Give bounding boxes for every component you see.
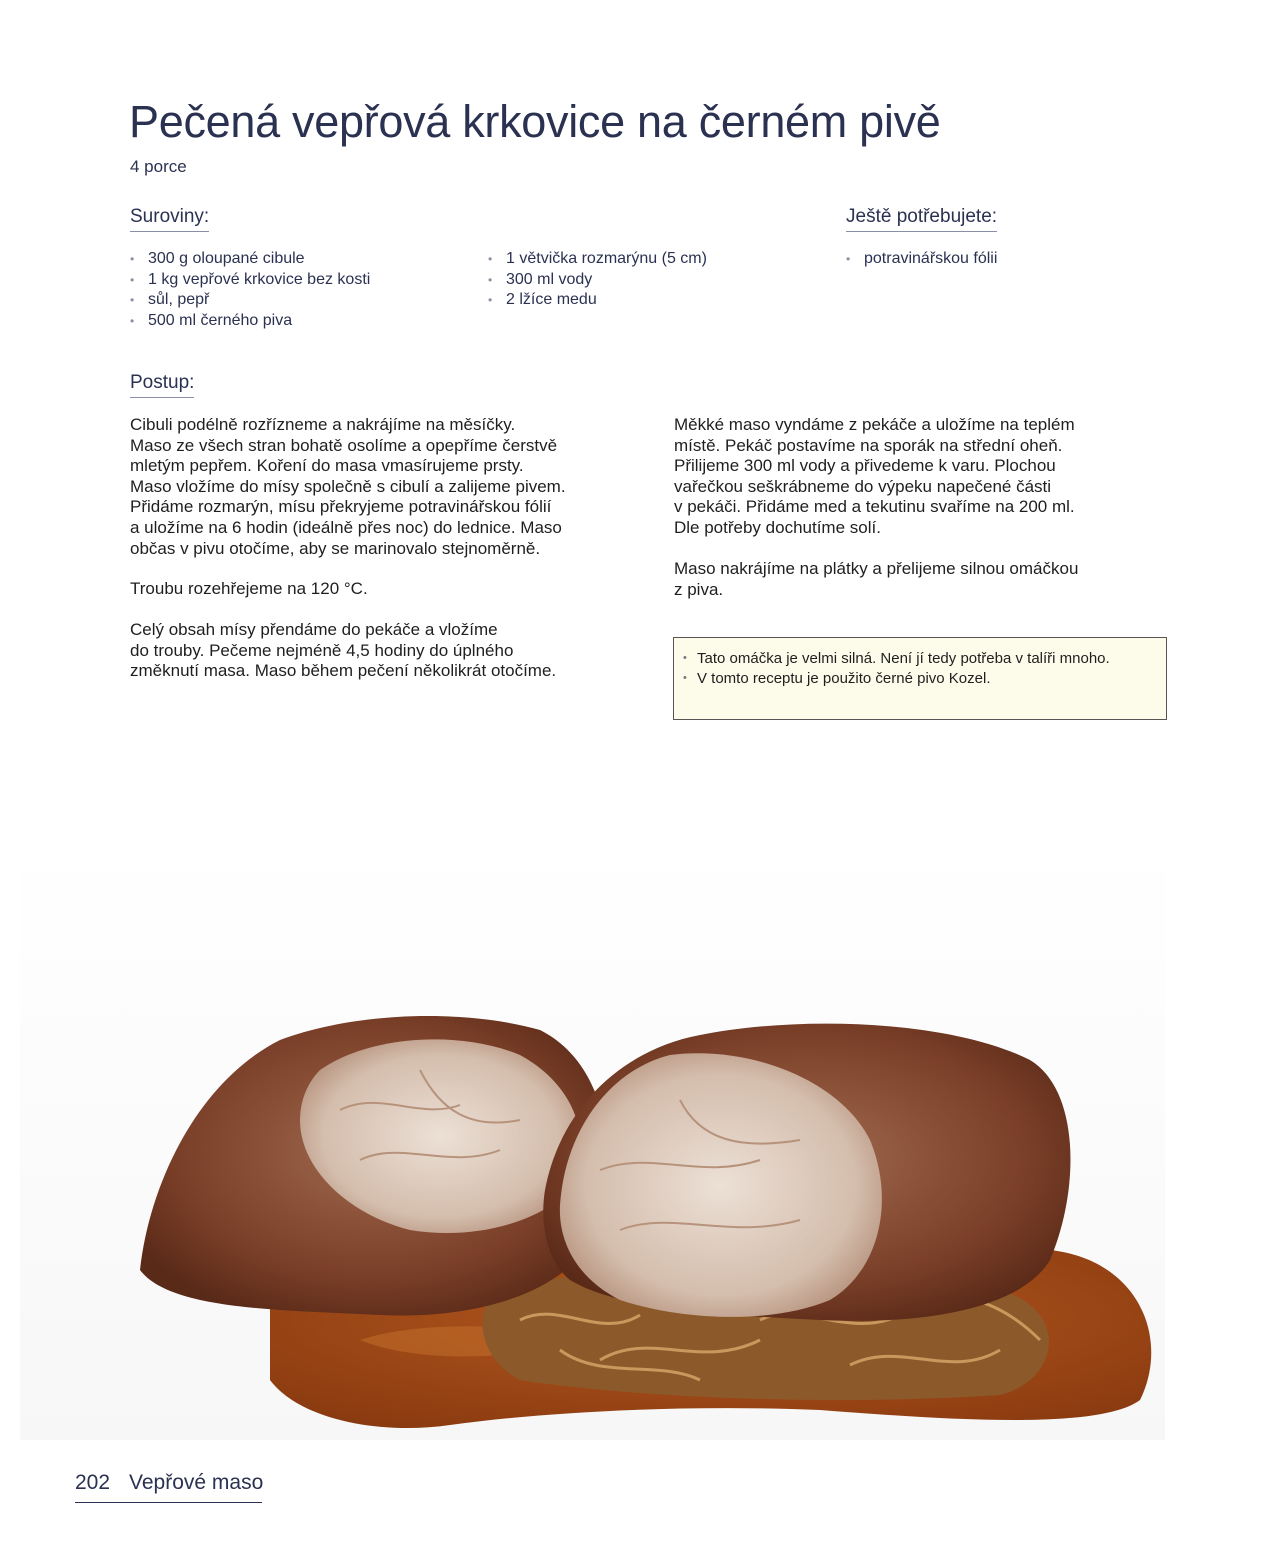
ingredients-list-col1 xyxy=(130,249,370,331)
roast-pork-photo xyxy=(0,820,1269,1460)
tip-box xyxy=(673,637,1167,720)
ingredient-item: • 2 lžíce medu xyxy=(488,290,707,311)
ingredient-item: • 1 větvička rozmarýnu (5 cm) xyxy=(488,249,707,270)
ingredient-item: • 300 ml vody xyxy=(488,270,707,291)
page-number: 202 xyxy=(75,1471,111,1494)
method-step: Troubu rozehřejeme na 120 °C. xyxy=(130,579,368,598)
ingredient-item: • 500 ml černého piva xyxy=(130,311,370,332)
tip-item: • Tato omáčka je velmi silná. Není jí tedy potřeba v talíři mnoho. xyxy=(683,649,1156,669)
footer-divider xyxy=(75,1502,262,1503)
portions-label: 4 porce xyxy=(130,157,187,176)
method-step: Celý obsah mísy přendáme do pekáče a vložíme do trouby. Pečeme nejméně 4,5 hodiny do úplného změknutí masa. Maso během pečení několikrát otočíme. xyxy=(130,620,557,681)
ingredient-item: • sůl, pepř xyxy=(130,290,370,311)
recipe-title: Pečená vepřová krkovice na černém pivě xyxy=(129,96,941,147)
method-step: Maso nakrájíme na plátky a přelijeme silnou omáčkou z piva. xyxy=(674,559,1079,599)
tip-item: • V tomto receptu je použito černé pivo Kozel. xyxy=(683,669,1156,689)
method-step: Cibuli podélně rozřízneme a nakrájíme na měsíčky. Maso ze všech stran bohatě osolíme a opepříme čerstvě mletým pepřem. Koření do masa vmasírujeme prsty. Maso vložíme do mísy společně s cibulí a zalijeme pivem. Přidáme rozmarýn, mísu překryjeme potravinářskou fólií a uložíme na 6 hodin (ideálně přes noc) do lednice. Maso občas v pivu otočíme, aby se marinovalo stejnoměrně. xyxy=(130,415,566,558)
ingredients-heading: Suroviny: xyxy=(130,206,209,232)
ingredient-item: • 1 kg vepřové krkovice bez kosti xyxy=(130,270,370,291)
extras-list xyxy=(846,249,997,270)
ingredients-list-col2 xyxy=(488,249,707,311)
section-name: Vepřové maso xyxy=(129,1471,264,1494)
ingredient-item: • 300 g oloupané cibule xyxy=(130,249,370,270)
extras-item: • potravinářskou fólii xyxy=(846,249,997,270)
method-heading: Postup: xyxy=(130,372,194,398)
method-step: Měkké maso vyndáme z pekáče a uložíme na teplém místě. Pekáč postavíme na sporák na střední oheň. Přilijeme 300 ml vody a přivedeme k varu. Plochou vařečkou seškrábneme do výpeku napečené části v pekáči. Přidáme med a tekutinu svaříme na 200 ml. Dle potřeby dochutíme solí. xyxy=(674,415,1075,537)
extras-heading: Ještě potřebujete: xyxy=(846,206,997,232)
